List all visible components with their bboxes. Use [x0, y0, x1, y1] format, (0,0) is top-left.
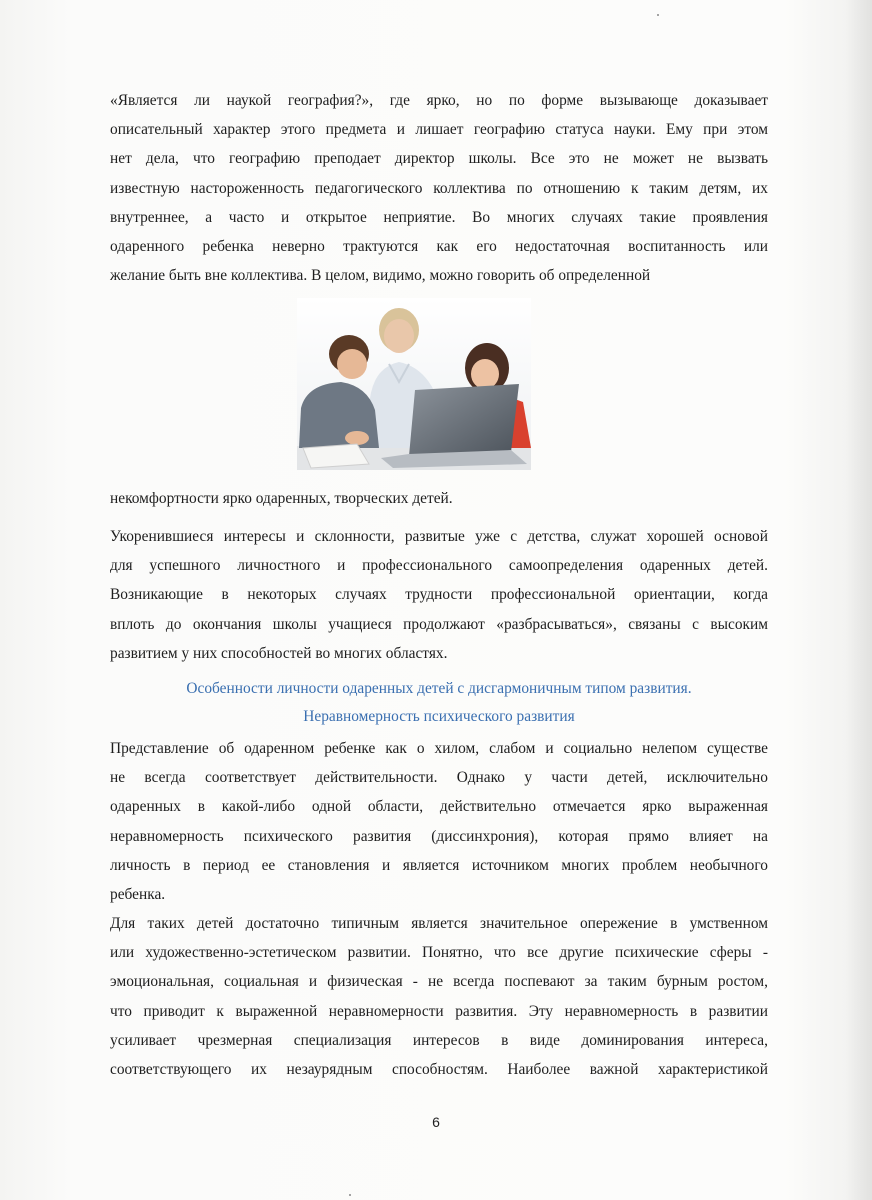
section-heading-line-2: Неравномерность психического развития — [303, 708, 575, 725]
text-line: одаренных в какой-либо одной области, действительно отмечается ярко выраженная — [110, 798, 768, 816]
text-line: эмоциональная, социальная и физическая - не всегда поспевают за таким бурным ростом, — [110, 973, 768, 991]
text-line: соответствующего их незаурядным способностям. Наиболее важной характеристикой — [110, 1061, 768, 1079]
paragraph-1 — [110, 86, 768, 290]
text-line: Для таких детей достаточно типичным является значительное опережение в умственном — [110, 915, 768, 932]
text-line: известную настороженность педагогического коллектива по отношению к таким детям, их — [110, 179, 768, 197]
text-line: для успешного личностного и профессионального самоопределения одаренных детей. — [110, 557, 768, 575]
paragraph-1-continued — [110, 484, 768, 513]
text-line: неравномерность психического развития (диссинхрония), которая прямо влияет на — [110, 827, 768, 845]
text-line: не всегда соответствует действительности. Однако у части детей, исключительно — [110, 769, 768, 787]
text-line: «Является ли наукой география?», где ярко, но по форме вызывающе доказывает — [110, 92, 768, 109]
paragraph-4 — [110, 909, 768, 1084]
text-line: или художественно-эстетическом развитии. Понятно, что все другие психические сферы - — [110, 944, 768, 962]
teacher-with-children-photo — [297, 298, 531, 470]
text-line: Укоренившиеся интересы и склонности, развитые уже с детства, служат хорошей основой — [110, 528, 768, 545]
paragraph-2 — [110, 522, 768, 668]
text-line: одаренного ребенка неверно трактуются как его недостаточная воспитанность или — [110, 238, 768, 256]
text-line: описательный характер этого предмета и лишает географию статуса науки. Ему при этом — [110, 121, 768, 139]
text-line: вплоть до окончания школы учащиеся продолжают «разбрасываться», связаны с высоким — [110, 615, 768, 633]
text-line: развитием у них способностей во многих областях. — [110, 644, 448, 662]
section-heading-line-1: Особенности личности одаренных детей с дисгармоничным типом развития. — [186, 680, 692, 697]
text-line: некомфортности ярко одаренных, творческих детей. — [110, 490, 453, 507]
scan-speck — [349, 1194, 351, 1196]
text-line: усиливает чрезмерная специализация интересов в виде доминирования интереса, — [110, 1031, 768, 1049]
page-number: 6 — [432, 1114, 440, 1130]
scan-speck — [657, 14, 659, 16]
paragraph-3 — [110, 734, 768, 909]
text-line: Представление об одаренном ребенке как о хилом, слабом и социально нелепом существе — [110, 740, 768, 757]
text-line: внутреннее, а часто и открытое неприятие. Во многих случаях такие проявления — [110, 208, 768, 226]
page-edge-shadow — [846, 0, 872, 1200]
text-line: что приводит к выраженной неравномерности развития. Эту неравномерность в развитии — [110, 1002, 768, 1020]
text-line: Возникающие в некоторых случаях трудности профессиональной ориентации, когда — [110, 586, 768, 604]
text-line: желание быть вне коллектива. В целом, видимо, можно говорить об определенной — [110, 267, 651, 285]
text-line: нет дела, что географию преподает директор школы. Все это не может не вызвать — [110, 150, 768, 168]
text-line: ребенка. — [110, 886, 166, 904]
text-line: личность в период ее становления и является источником многих проблем необычного — [110, 856, 768, 874]
